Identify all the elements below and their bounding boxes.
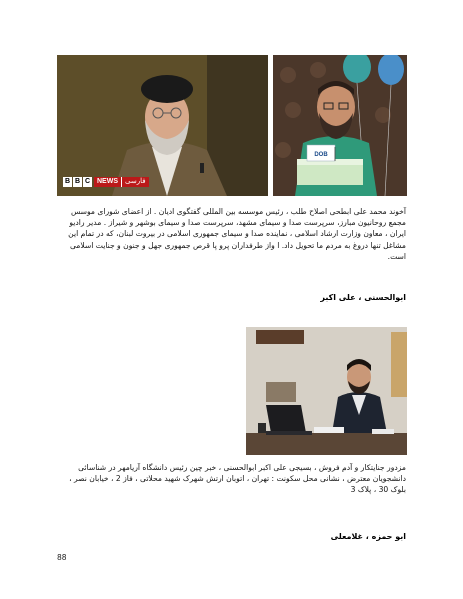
birthday-cake-image bbox=[273, 55, 407, 196]
birthday-cake-photo bbox=[273, 55, 407, 196]
bbc-news-badge bbox=[63, 176, 149, 188]
bbc-logo bbox=[63, 177, 92, 187]
bbc-language-label: فارسی bbox=[121, 177, 149, 187]
office-desk-photo bbox=[246, 327, 407, 455]
cake-sign-text: DOB bbox=[314, 152, 328, 158]
bbc-letter: B bbox=[64, 178, 71, 185]
person-name-heading: ابو حمزه ، غلامعلی bbox=[330, 532, 406, 541]
cleric-portrait-image bbox=[57, 55, 268, 196]
biography-paragraph: آخوند محمد علی ابطحی اصلاح طلب ، رئیس موسسه بین المللی گفتگوی ادیان . از اعضای شورای موسس مجمع روحانیون مبارز، سرپرست صدا و سیمای مشهد، سرپرست صدا و سیمای بوشهر و شیراز . مدیر رادیو ایران ، معاون وزارت ارشاد اسلامی ، نماینده صدا و سیمای جمهوری اسلامی در بیروت لبنان، که در تمام این مشاغل تنها دروغ به مردم ما تحویل داد. ا واز طرفداران پرو پا قرص جمهوری جهل و جنون و جنایت اسلامی است. bbox=[68, 207, 406, 261]
person-name-heading: ابوالحسنی ، علی اکبر bbox=[320, 293, 406, 302]
biography-paragraph: مزدور جنایتکار و آدم فروش ، بسیجی علی اکبر ابوالحسنی ، خبر چین رئیس دانشگاه آریامهر در شناسائی دانشجویان معترض ، نشانی محل سکونت : تهران ، اتوبان ارتش شهرک شهید محلاتی ، فاز 2 ، خیابان نصر ، بلوک 30 ، پلاک 3 bbox=[69, 463, 406, 495]
office-desk-image bbox=[246, 327, 407, 455]
cleric-portrait-photo bbox=[57, 55, 268, 196]
page-number: 88 bbox=[57, 553, 67, 562]
bbc-letter: B bbox=[74, 178, 81, 185]
bbc-letter: C bbox=[84, 178, 91, 185]
bbc-news-label: NEWS bbox=[94, 177, 121, 187]
